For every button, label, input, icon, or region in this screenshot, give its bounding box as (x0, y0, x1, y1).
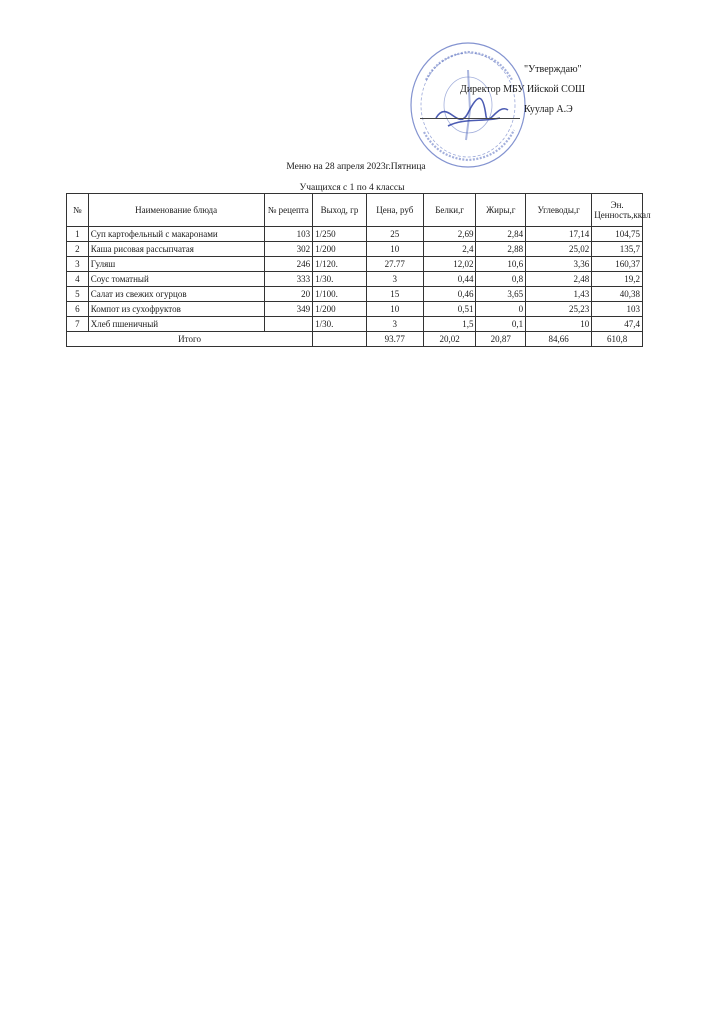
cell-fat: 0,1 (476, 317, 526, 332)
total-protein: 20,02 (423, 332, 476, 347)
total-fat: 20,87 (476, 332, 526, 347)
cell-recipe-number: 103 (264, 227, 313, 242)
header-recipe-number: № рецепта (264, 194, 313, 227)
cell-recipe-number: 302 (264, 242, 313, 257)
total-label: Итого (67, 332, 313, 347)
cell-number: 3 (67, 257, 89, 272)
cell-dish-name: Каша рисовая рассыпчатая (88, 242, 264, 257)
cell-number: 6 (67, 302, 89, 317)
cell-portion: 1/30. (313, 317, 367, 332)
header-price: Цена, руб (366, 194, 423, 227)
cell-price: 10 (366, 242, 423, 257)
cell-protein: 2,69 (423, 227, 476, 242)
cell-carbs: 17,14 (526, 227, 592, 242)
cell-price: 3 (366, 317, 423, 332)
cell-dish-name: Хлеб пшеничный (88, 317, 264, 332)
cell-protein: 0,44 (423, 272, 476, 287)
total-energy: 610,8 (592, 332, 643, 347)
header-dish-name: Наименование блюда (88, 194, 264, 227)
table-header-row (67, 194, 643, 227)
cell-recipe-number: 349 (264, 302, 313, 317)
cell-portion: 1/200 (313, 242, 367, 257)
table-row (67, 302, 643, 317)
cell-number: 1 (67, 227, 89, 242)
cell-price: 15 (366, 287, 423, 302)
total-empty-cell (313, 332, 367, 347)
cell-dish-name: Гуляш (88, 257, 264, 272)
menu-table (66, 193, 651, 347)
cell-energy: 135,7 (592, 242, 643, 257)
cell-number: 7 (67, 317, 89, 332)
cell-energy: 104,75 (592, 227, 643, 242)
cell-energy: 47,4 (592, 317, 643, 332)
total-row (67, 332, 643, 347)
header-carbs: Углеводы,г (526, 194, 592, 227)
cell-protein: 1,5 (423, 317, 476, 332)
approval-position: Директор МБУ Ийской СОШ (460, 84, 586, 95)
cell-price: 10 (366, 302, 423, 317)
cell-price: 3 (366, 272, 423, 287)
header-portion: Выход, гр (313, 194, 367, 227)
cell-portion: 1/100. (313, 287, 367, 302)
cell-fat: 10,6 (476, 257, 526, 272)
cell-protein: 12,02 (423, 257, 476, 272)
cell-price: 27.77 (366, 257, 423, 272)
approval-heading: "Утверждаю" (524, 64, 582, 75)
cell-recipe-number: 246 (264, 257, 313, 272)
cell-dish-name: Суп картофельный с макаронами (88, 227, 264, 242)
cell-fat: 2,88 (476, 242, 526, 257)
table-row (67, 272, 643, 287)
cell-energy: 160,37 (592, 257, 643, 272)
cell-portion: 1/120. (313, 257, 367, 272)
cell-carbs: 2,48 (526, 272, 592, 287)
cell-portion: 1/250 (313, 227, 367, 242)
cell-portion: 1/200 (313, 302, 367, 317)
cell-fat: 3,65 (476, 287, 526, 302)
total-carbs: 84,66 (526, 332, 592, 347)
cell-dish-name: Компот из сухофруктов (88, 302, 264, 317)
cell-carbs: 3,36 (526, 257, 592, 272)
table-row (67, 242, 643, 257)
cell-price: 25 (366, 227, 423, 242)
cell-fat: 2,84 (476, 227, 526, 242)
cell-number: 2 (67, 242, 89, 257)
cell-fat: 0,8 (476, 272, 526, 287)
cell-recipe-number (264, 317, 313, 332)
approval-name: Куулар А.Э (524, 104, 573, 115)
menu-subtitle: Учащихся с 1 по 4 классы (299, 183, 405, 193)
header-protein: Белки,г (423, 194, 476, 227)
approval-block (452, 60, 592, 120)
cell-recipe-number: 20 (264, 287, 313, 302)
header-energy: Эн. Ценность,ккал (592, 194, 643, 227)
cell-protein: 2,4 (423, 242, 476, 257)
cell-number: 5 (67, 287, 89, 302)
cell-energy: 19,2 (592, 272, 643, 287)
cell-energy: 40,38 (592, 287, 643, 302)
cell-portion: 1/30. (313, 272, 367, 287)
cell-carbs: 25,23 (526, 302, 592, 317)
cell-dish-name: Соус томатный (88, 272, 264, 287)
cell-energy: 103 (592, 302, 643, 317)
cell-carbs: 1,43 (526, 287, 592, 302)
cell-carbs: 10 (526, 317, 592, 332)
table-row (67, 227, 643, 242)
total-price: 93.77 (366, 332, 423, 347)
menu-title: Меню на 28 апреля 2023г.Пятница (286, 162, 426, 172)
table-row (67, 287, 643, 302)
cell-fat: 0 (476, 302, 526, 317)
cell-number: 4 (67, 272, 89, 287)
header-number: № (67, 194, 89, 227)
cell-recipe-number: 333 (264, 272, 313, 287)
cell-protein: 0,51 (423, 302, 476, 317)
cell-dish-name: Салат из свежих огурцов (88, 287, 264, 302)
table-row (67, 317, 643, 332)
table-row (67, 257, 643, 272)
cell-carbs: 25,02 (526, 242, 592, 257)
header-fat: Жиры,г (476, 194, 526, 227)
cell-protein: 0,46 (423, 287, 476, 302)
